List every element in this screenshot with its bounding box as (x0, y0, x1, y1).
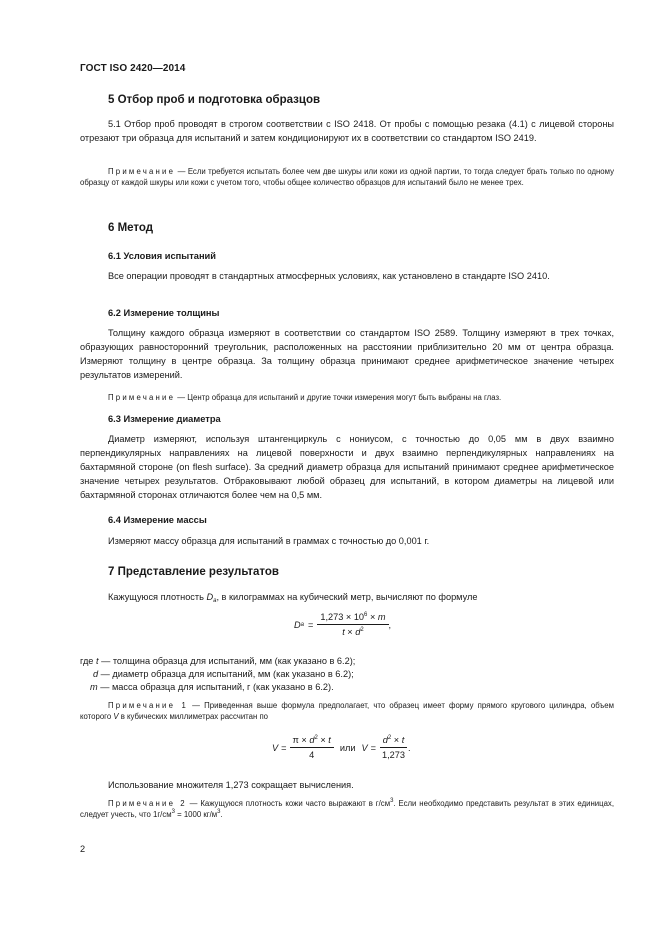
section-5-title: 5 Отбор проб и подготовка образцов (108, 94, 321, 106)
section-6-4-title: 6.4 Измерение массы (108, 515, 207, 525)
section-6-2-note (80, 392, 614, 403)
section-5-note (80, 166, 614, 188)
where-d-line: d — диаметр образца для испытаний, мм (как указано в 6.2); (93, 669, 354, 679)
section-5-1-paragraph: 5.1 Отбор проб проводят в строгом соответствии с ISO 2418. От пробы с помощью резака (4.1) с лицевой стороны отрезают три образца для испытаний и затем кондиционируют их в соответствии со стандартом ISO 2419. (80, 119, 614, 143)
section-6-2-title: 6.2 Измерение толщины (108, 308, 220, 318)
where-m-line: m — масса образца для испытаний, г (как указано в 6.2). (90, 682, 334, 692)
multiplier-sentence: Использование множителя 1,273 сокращает вычисления. (108, 780, 354, 790)
note-text: — Центр образца для испытаний и другие точки измерения могут быть выбраны на глаз. (175, 393, 502, 402)
page-number: 2 (80, 844, 86, 854)
where-t-line: где t — толщина образца для испытаний, мм (как указано в 6.2); (80, 656, 356, 666)
section-7-title: 7 Представление результатов (108, 566, 279, 578)
volume-fraction-1: $\frac{\pi \times d^2 \times t}{4}$ (290, 735, 334, 760)
section-7-note-2: Примечание 2 — Кажущуюся плотность кожи часто выражают в $г/см^3$. Если необходимо представить результат в этих единицах, следует учесть, что $1г/см^3 = 1000$ $кг/м^3$. (80, 798, 614, 820)
density-fraction: $\frac{1,273 \times 10^6 \times m}{t \times d^2}$ (317, 612, 388, 637)
standard-header: ГОСТ ISO 2420—2014 (80, 63, 186, 74)
section-7-intro: Кажущуюся плотность $D_a$, в килограммах на кубический метр, вычисляют по формуле (108, 592, 478, 604)
note-label: Примечание 2 (108, 799, 187, 808)
note-label: Примечание (108, 393, 176, 402)
volume-formula: V = $\frac{\pi \times d^2 \times t}{4}$ или V = $\frac{d^2 \times t}{1,273}$ . (272, 735, 411, 760)
volume-fraction-2: $\frac{d^2 \times t}{1,273}$ (379, 735, 408, 760)
section-6-3-paragraph: Диаметр измеряют, используя штангенциркуль с нониусом, с точностью до 0,05 мм в двух взаимно перпендикулярных направлениях на лицевой поверхности и двух взаимно перпендикулярных направлениях на бахтармяной стороне (on flesh surface). За средний диаметр образца для испытаний принимают среднее арифметическое значение четырех результатов. Отбраковывают любой образец для испытаний, в котором диаметры на лицевой или бахтармяной сторонах отличаются более чем на 0,5 мм. (80, 434, 614, 500)
note-label: Примечание 1 (108, 701, 189, 710)
section-6-1-title: 6.1 Условия испытаний (108, 251, 216, 261)
density-formula: D a = $\frac{1,273 \times 10^6 \times m}{t \times d^2}$ , (294, 612, 392, 637)
section-6-4-paragraph: Измеряют массу образца для испытаний в граммах с точностью до 0,001 г. (108, 536, 430, 546)
note-label: Примечание (108, 167, 176, 176)
section-6-title: 6 Метод (108, 222, 154, 234)
note-text: — Если требуется испытать более чем две шкуры или кожи из одной партии, то тогда следует брать только по одному образцу от каждой шкуры или кожи с учетом того, чтобы общее количество образцов для испытаний было не менее трех. (80, 167, 614, 188)
section-7-note-1: Примечание 1 — Приведенная выше формула предполагает, что образец имеет форму прямого кругового цилиндра, объем которого V в кубических миллиметрах рассчитан по (80, 701, 614, 722)
section-6-2-paragraph: Толщину каждого образца измеряют в соответствии со стандартом ISO 2589. Толщину измеряют в трех точках, образующих равносторонний треугольник, расположенных на расстоянии приблизительно 20 мм от центра образца. Измеряют толщину в центре образца. За толщину образца принимают среднее арифметическое значение четырех результатов измерений. (80, 328, 614, 380)
section-6-1-paragraph: Все операции проводят в стандартных атмосферных условиях, как установлено в стандарте ISO 2410. (108, 271, 550, 281)
section-6-3-title: 6.3 Измерение диаметра (108, 414, 221, 424)
